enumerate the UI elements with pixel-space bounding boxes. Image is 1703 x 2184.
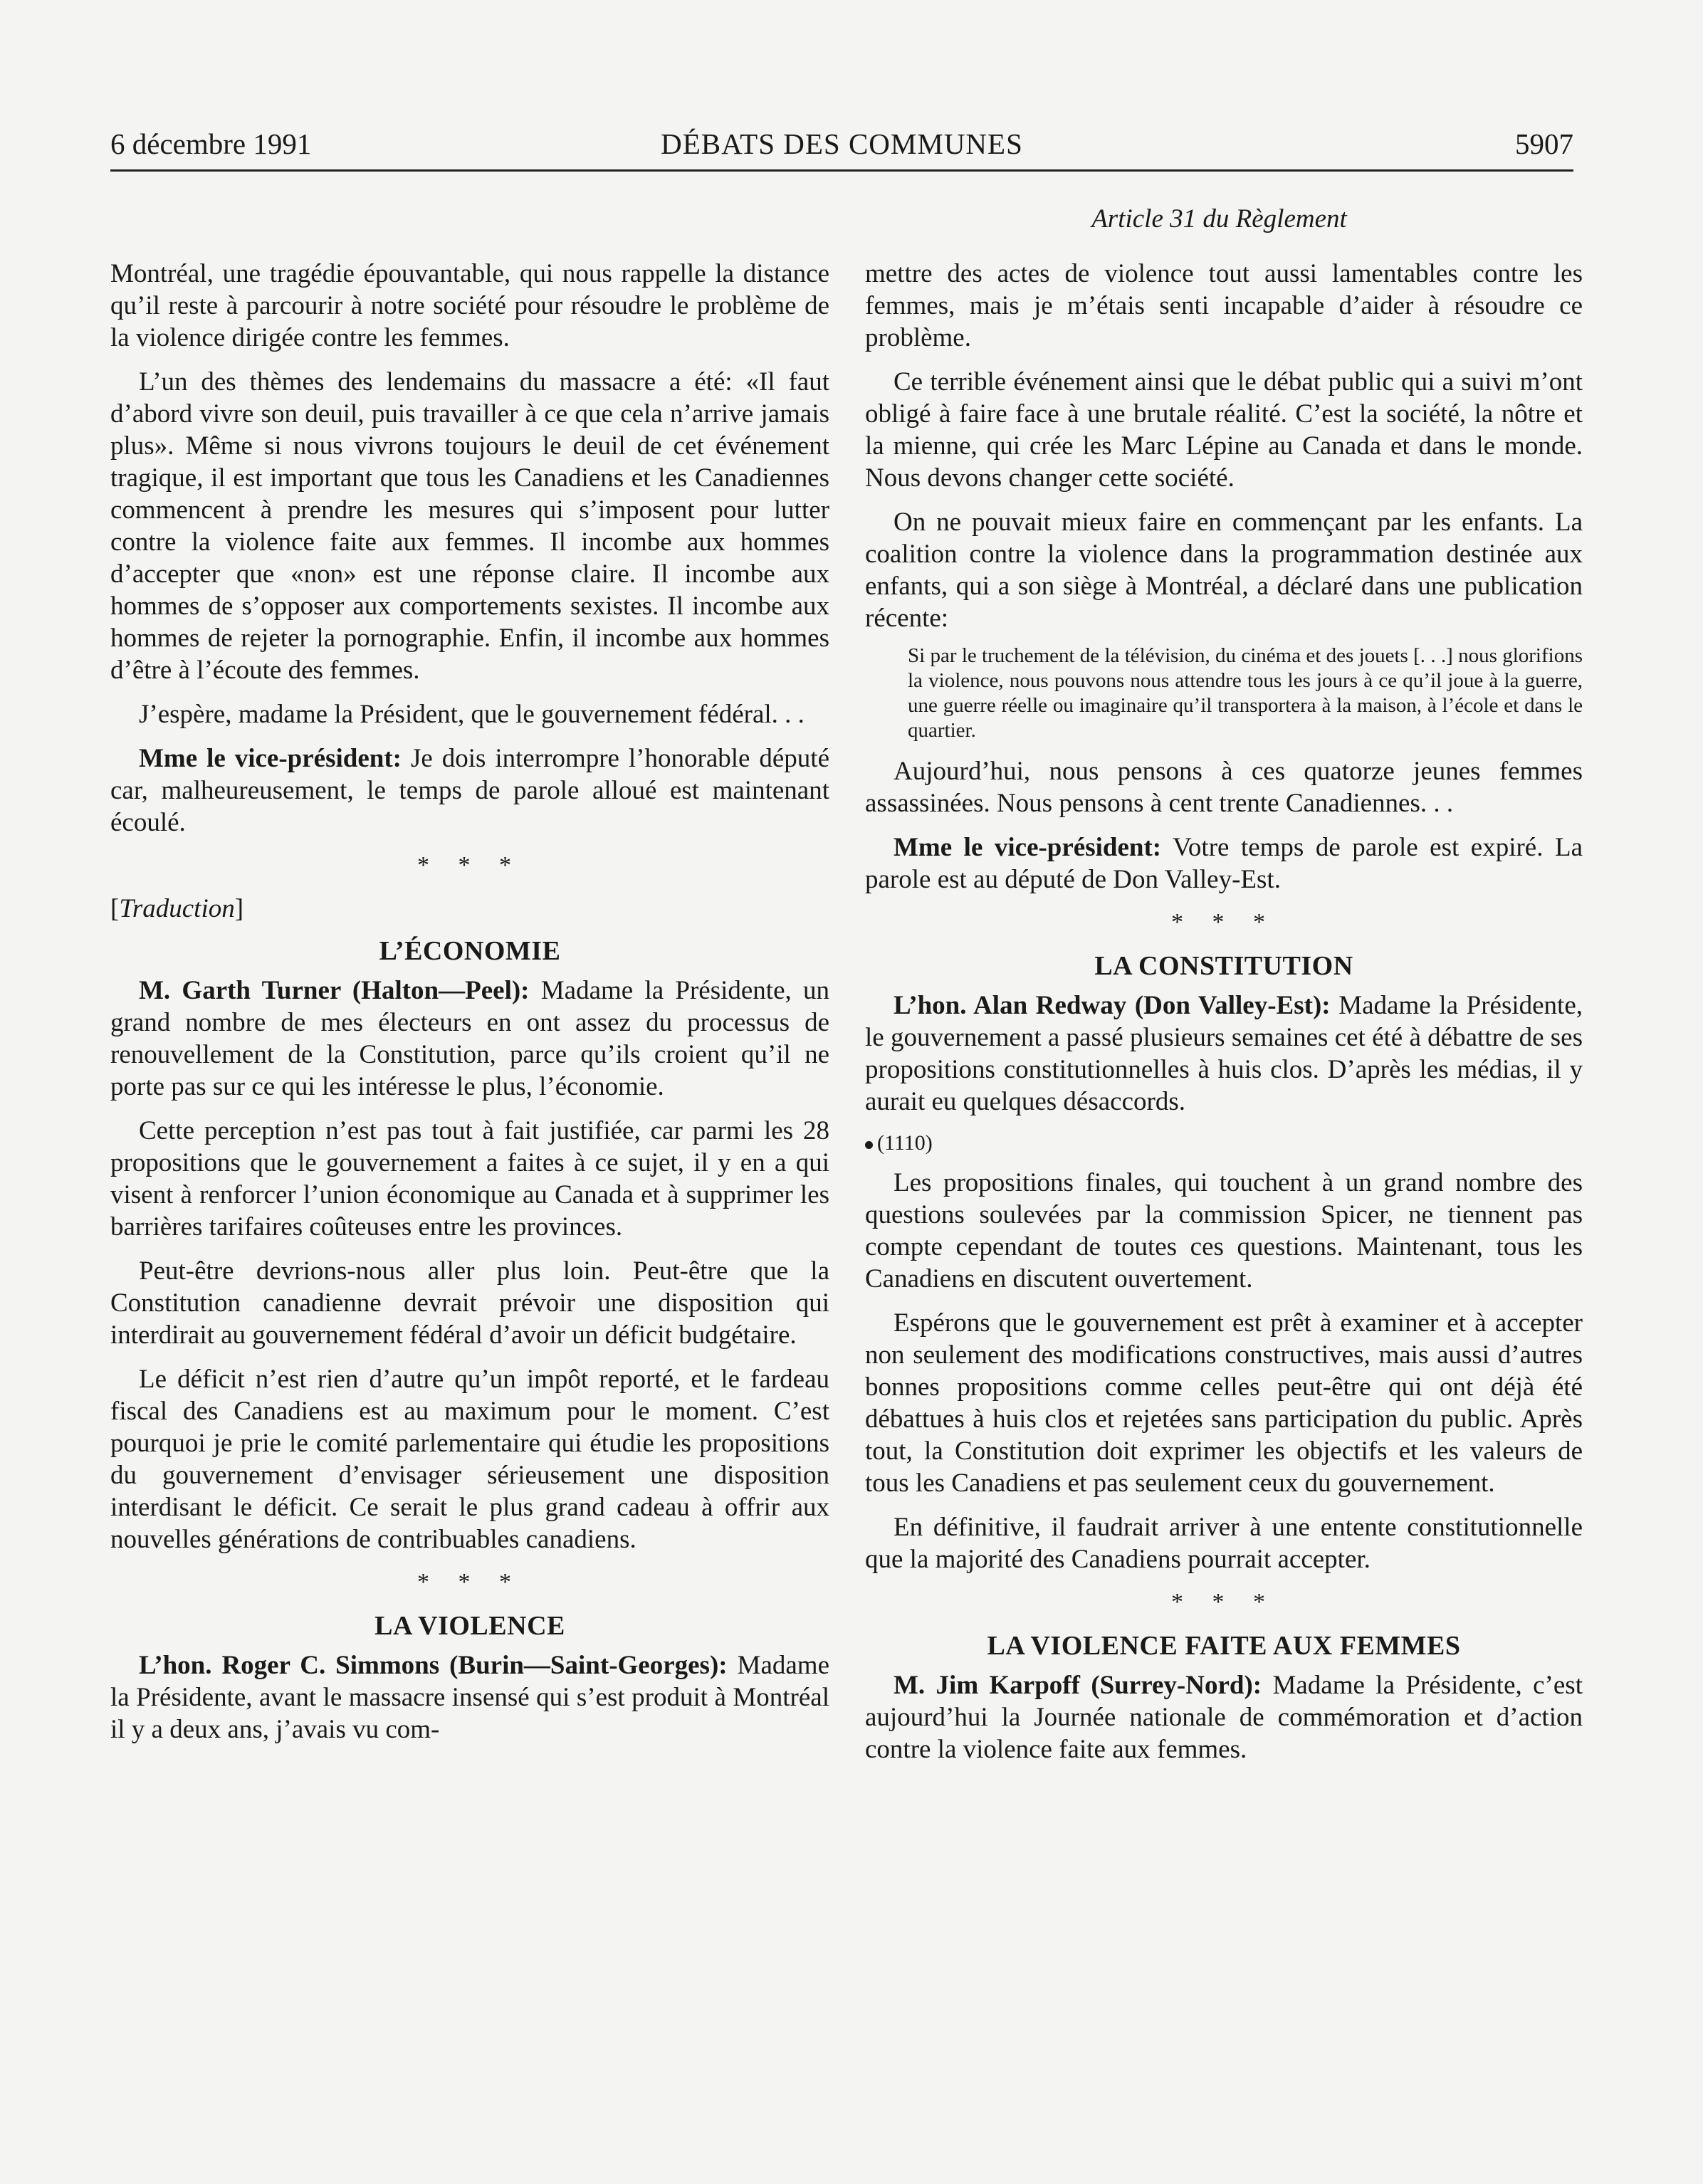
speaker-name: L’hon. Alan Redway (Don Valley-Est): xyxy=(894,991,1331,1020)
section-heading: LA VIOLENCE FAITE AUX FEMMES xyxy=(987,1631,1461,1661)
speech-text: Madame la Présidente, le gouvernement a passé plusieurs semaines cet été à débattre de ses propositions constitutionnelles à huis clos. D’après les médias, il y aurait eu quelques désaccords. xyxy=(865,991,1583,1116)
speech-paragraph xyxy=(110,1649,829,1745)
block-quote: Si par le truchement de la télévision, du cinéma et des jouets [. . .] nous glorifions la violence, nous pouvons nous attendre tous les jours à ce qu’il joue à la guerre, une guerre réelle ou imaginaire qu’il transportera à la maison, à l’école et dans le quartier. xyxy=(908,644,1583,742)
bullet-icon xyxy=(865,1141,873,1149)
time-marker-text: (1110) xyxy=(877,1131,933,1155)
speech-text: Je dois interrompre l’honorable député car, malheureusement, le temps de parole alloué est maintenant écoulé. xyxy=(110,744,830,837)
paragraph: Le déficit n’est rien d’autre qu’un impôt reporté, et le fardeau fiscal des Canadiens est au maximum pour le moment. C’est pourquoi je prie le comité parlementaire qui étudie les propositions du gouvernement d’envisager sérieusement une disposition interdisant le déficit. Ce serait le plus grand cadeau à offrir aux nouvelles générations de contribuables canadiens. xyxy=(110,1365,829,1554)
paragraph: Montréal, une tragédie épouvantable, qui nous rappelle la distance qu’il reste à parcourir à notre société pour résoudre le problème de la violence dirigée contre les femmes. xyxy=(110,259,829,352)
left-column xyxy=(110,258,829,1758)
paragraph: Espérons que le gouvernement est prêt à examiner et à accepter non seulement des modifications constructives, mais aussi d’autres bonnes propositions comme celles peut-être qui ont déjà été débattues à huis clos et rejetées sans participation du public. Après tout, la Constitution doit exprimer les objectifs et les valeurs de tous les Canadiens et pas seulement ceux du gouvernement. xyxy=(865,1308,1583,1498)
speech-paragraph xyxy=(110,742,829,839)
time-marker xyxy=(865,1130,1583,1157)
header-title: DÉBATS DES COMMUNES xyxy=(661,127,1023,160)
speech-paragraph xyxy=(865,1669,1583,1765)
speech-paragraph xyxy=(865,989,1583,1118)
speaker-name: Mme le vice-président: xyxy=(894,833,1162,862)
speech-paragraph xyxy=(865,831,1583,896)
paragraph: mettre des actes de violence tout aussi lamentables contre les femmes, mais je m’étais senti incapable d’aider à résoudre ce problème. xyxy=(865,259,1583,352)
header-date: 6 décembre 1991 xyxy=(110,127,312,160)
paragraph: Les propositions finales, qui touchent à un grand nombre des questions soulevées par la commission Spicer, ne tiennent pas compte cependant de toutes ces questions. Maintenant, tous les Canadiens en discutent ouvertement. xyxy=(865,1168,1583,1293)
section-separator: * * * xyxy=(417,1569,523,1595)
translation-label: Traduction xyxy=(119,894,235,923)
paragraph: On ne pouvait mieux faire en commençant par les enfants. La coalition contre la violence dans la programmation destinée aux enfants, qui a son siège à Montréal, a déclaré dans une publication récente: xyxy=(865,508,1583,633)
right-column xyxy=(865,258,1583,1778)
paragraph: En définitive, il faudrait arriver à une entente constitutionnelle que la majorité des Canadiens pourrait accepter. xyxy=(865,1513,1583,1574)
paragraph: Peut-être devrions-nous aller plus loin. Peut-être que la Constitution canadienne devrait prévoir une disposition qui interdirait au gouvernement fédéral d’avoir un déficit budgétaire. xyxy=(110,1256,829,1350)
section-separator: * * * xyxy=(1171,1589,1277,1615)
speaker-name: L’hon. Roger C. Simmons (Burin—Saint-Georges): xyxy=(139,1651,728,1680)
section-separator: * * * xyxy=(417,852,523,878)
page-header xyxy=(110,127,1573,172)
paragraph: Aujourd’hui, nous pensons à ces quatorze jeunes femmes assassinées. Nous pensons à cent trente Canadiennes. . . xyxy=(865,757,1583,818)
section-heading: LA CONSTITUTION xyxy=(1094,951,1353,981)
header-page-number: 5907 xyxy=(1515,127,1573,160)
speaker-name: M. Garth Turner (Halton—Peel): xyxy=(139,976,530,1005)
paragraph: J’espère, madame la Président, que le gouvernement fédéral. . . xyxy=(139,700,805,729)
speech-text: Madame la Présidente, avant le massacre insensé qui s’est produit à Montréal il y a deux ans, j’avais vu com- xyxy=(110,1651,829,1744)
speech-text: Madame la Présidente, c’est aujourd’hui la Journée nationale de commémoration et d’action contre la violence faite aux femmes. xyxy=(865,1671,1583,1764)
paragraph: Cette perception n’est pas tout à fait justifiée, car parmi les 28 propositions que le gouvernement a faites à ce sujet, il y en a qui visent à renforcer l’union économique au Canada et à supprimer les barrières tarifaires coûteuses entre les provinces. xyxy=(110,1116,829,1241)
speech-paragraph xyxy=(110,975,829,1103)
translation-note: [Traduction] xyxy=(110,894,244,923)
speaker-name: Mme le vice-président: xyxy=(139,744,402,773)
speaker-name: M. Jim Karpoff (Surrey-Nord): xyxy=(894,1671,1262,1700)
section-heading: LA VIOLENCE xyxy=(374,1611,565,1641)
section-separator: * * * xyxy=(1171,909,1277,935)
paragraph: L’un des thèmes des lendemains du massacre a été: «Il faut d’abord vivre son deuil, puis travailler à ce que cela n’arrive jamais plus». Même si nous vivrons toujours le deuil de cet événement tragique, il est important que tous les Canadiens et les Canadiennes commencent à prendre les mesures qui s’imposent pour lutter contre la violence faite aux femmes. Il incombe aux hommes d’accepter que «non» est une réponse claire. Il incombe aux hommes de s’opposer aux comportements sexistes. Il incombe aux hommes de rejeter la pornographie. Enfin, il incombe aux hommes d’être à l’écoute des femmes. xyxy=(110,367,829,685)
speech-text: Votre temps de parole est expiré. La parole est au député de Don Valley-Est. xyxy=(865,833,1583,894)
section-heading: L’ÉCONOMIE xyxy=(379,936,561,966)
paragraph: Ce terrible événement ainsi que le débat public qui a suivi m’ont obligé à faire face à une brutale réalité. C’est la société, la nôtre et la mienne, qui crée les Marc Lépine au Canada et dans le monde. Nous devons changer cette société. xyxy=(865,367,1583,493)
section-subheader: Article 31 du Règlement xyxy=(1091,204,1347,233)
speech-text: Madame la Présidente, un grand nombre de mes électeurs en ont assez du processus de renouvellement de la Constitution, parce qu’ils croient qu’il ne porte pas sur ce qui les intéresse le plus, l’économie. xyxy=(110,976,829,1101)
